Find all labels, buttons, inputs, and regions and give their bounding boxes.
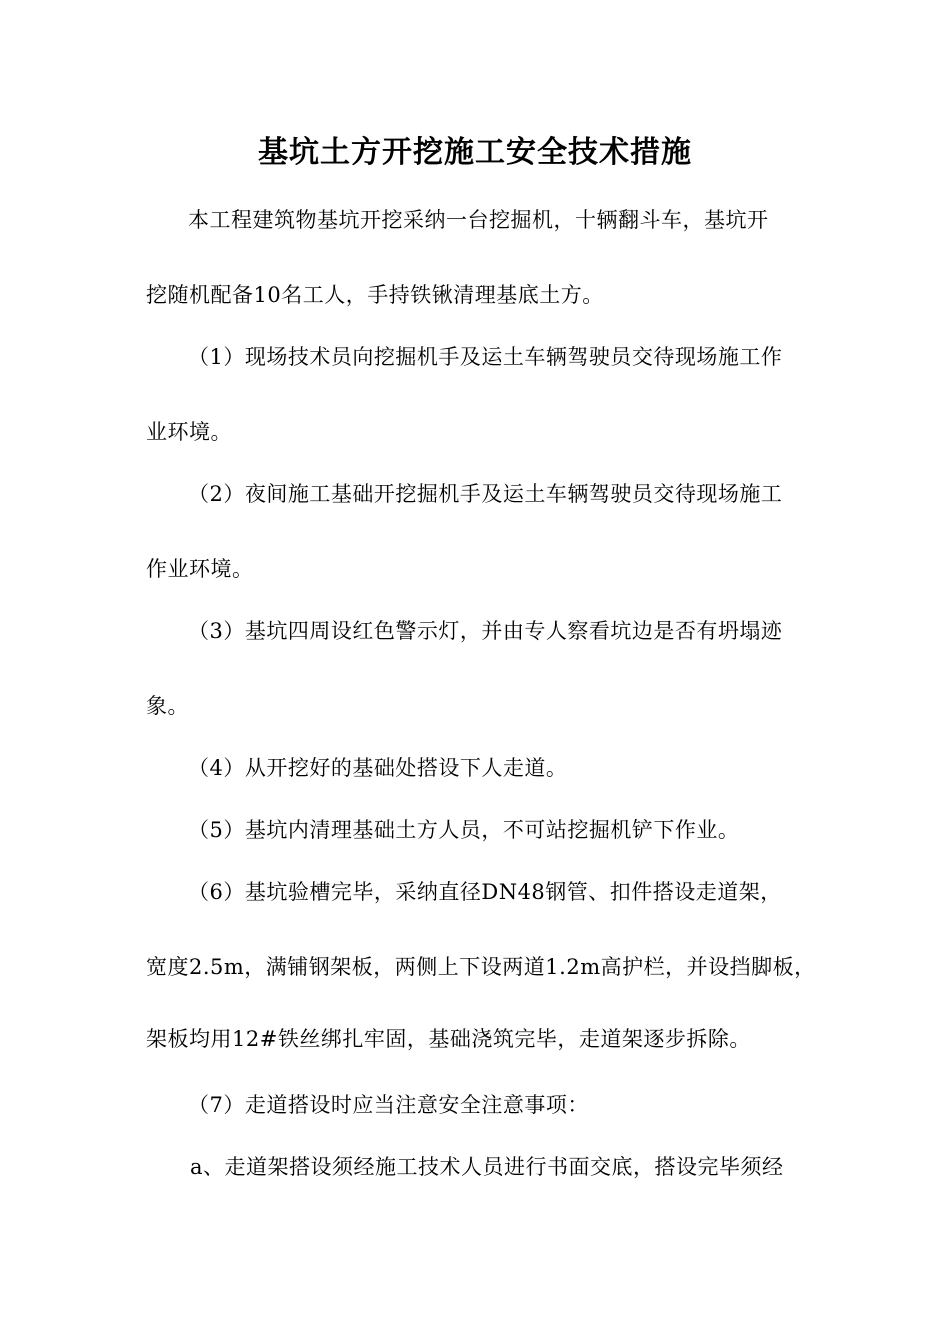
- document-title: 基坑土方开挖施工安全技术措施: [258, 135, 692, 170]
- paragraph-line-intro-1: 本工程建筑物基坑开挖采纳一台挖掘机，十辆翻斗车，基坑开: [188, 208, 769, 232]
- paragraph-line-item7: （7）走道搭设时应当注意安全注意事项：: [188, 1093, 589, 1117]
- paragraph-line-item7a: a、走道架搭设须经施工技术人员进行书面交底，搭设完毕须经: [190, 1155, 784, 1179]
- paragraph-line-item6-3: 架板均用12#铁丝绑扎牢固，基础浇筑完毕，走道架逐步拆除。: [146, 1027, 751, 1051]
- paragraph-line-item1-1: （1）现场技术员向挖掘机手及运土车辆驾驶员交待现场施工作: [188, 345, 783, 369]
- paragraph-line-item2-2: 作业环境。: [146, 557, 254, 581]
- paragraph-line-item1-2: 业环境。: [146, 420, 232, 444]
- paragraph-line-item2-1: （2）夜间施工基础开挖掘机手及运土车辆驾驶员交待现场施工: [188, 482, 783, 506]
- paragraph-line-item3-2: 象。: [146, 694, 189, 718]
- paragraph-line-item3-1: （3）基坑四周设红色警示灯，并由专人察看坑边是否有坍塌迹: [188, 619, 783, 643]
- paragraph-line-item4: （4）从开挖好的基础处搭设下人走道。: [188, 756, 568, 780]
- paragraph-line-item6-1: （6）基坑验槽完毕，采纳直径DN48钢管、扣件搭设走道架，: [188, 880, 782, 904]
- paragraph-line-item6-2: 宽度2.5m，满铺钢架板，两侧上下设两道1.2m高护栏，并设挡脚板，: [146, 955, 816, 979]
- paragraph-line-item5: （5）基坑内清理基础土方人员，不可站挖掘机铲下作业。: [188, 818, 740, 842]
- paragraph-line-intro-2: 挖随机配备10名工人，手持铁锹清理基底土方。: [146, 283, 604, 307]
